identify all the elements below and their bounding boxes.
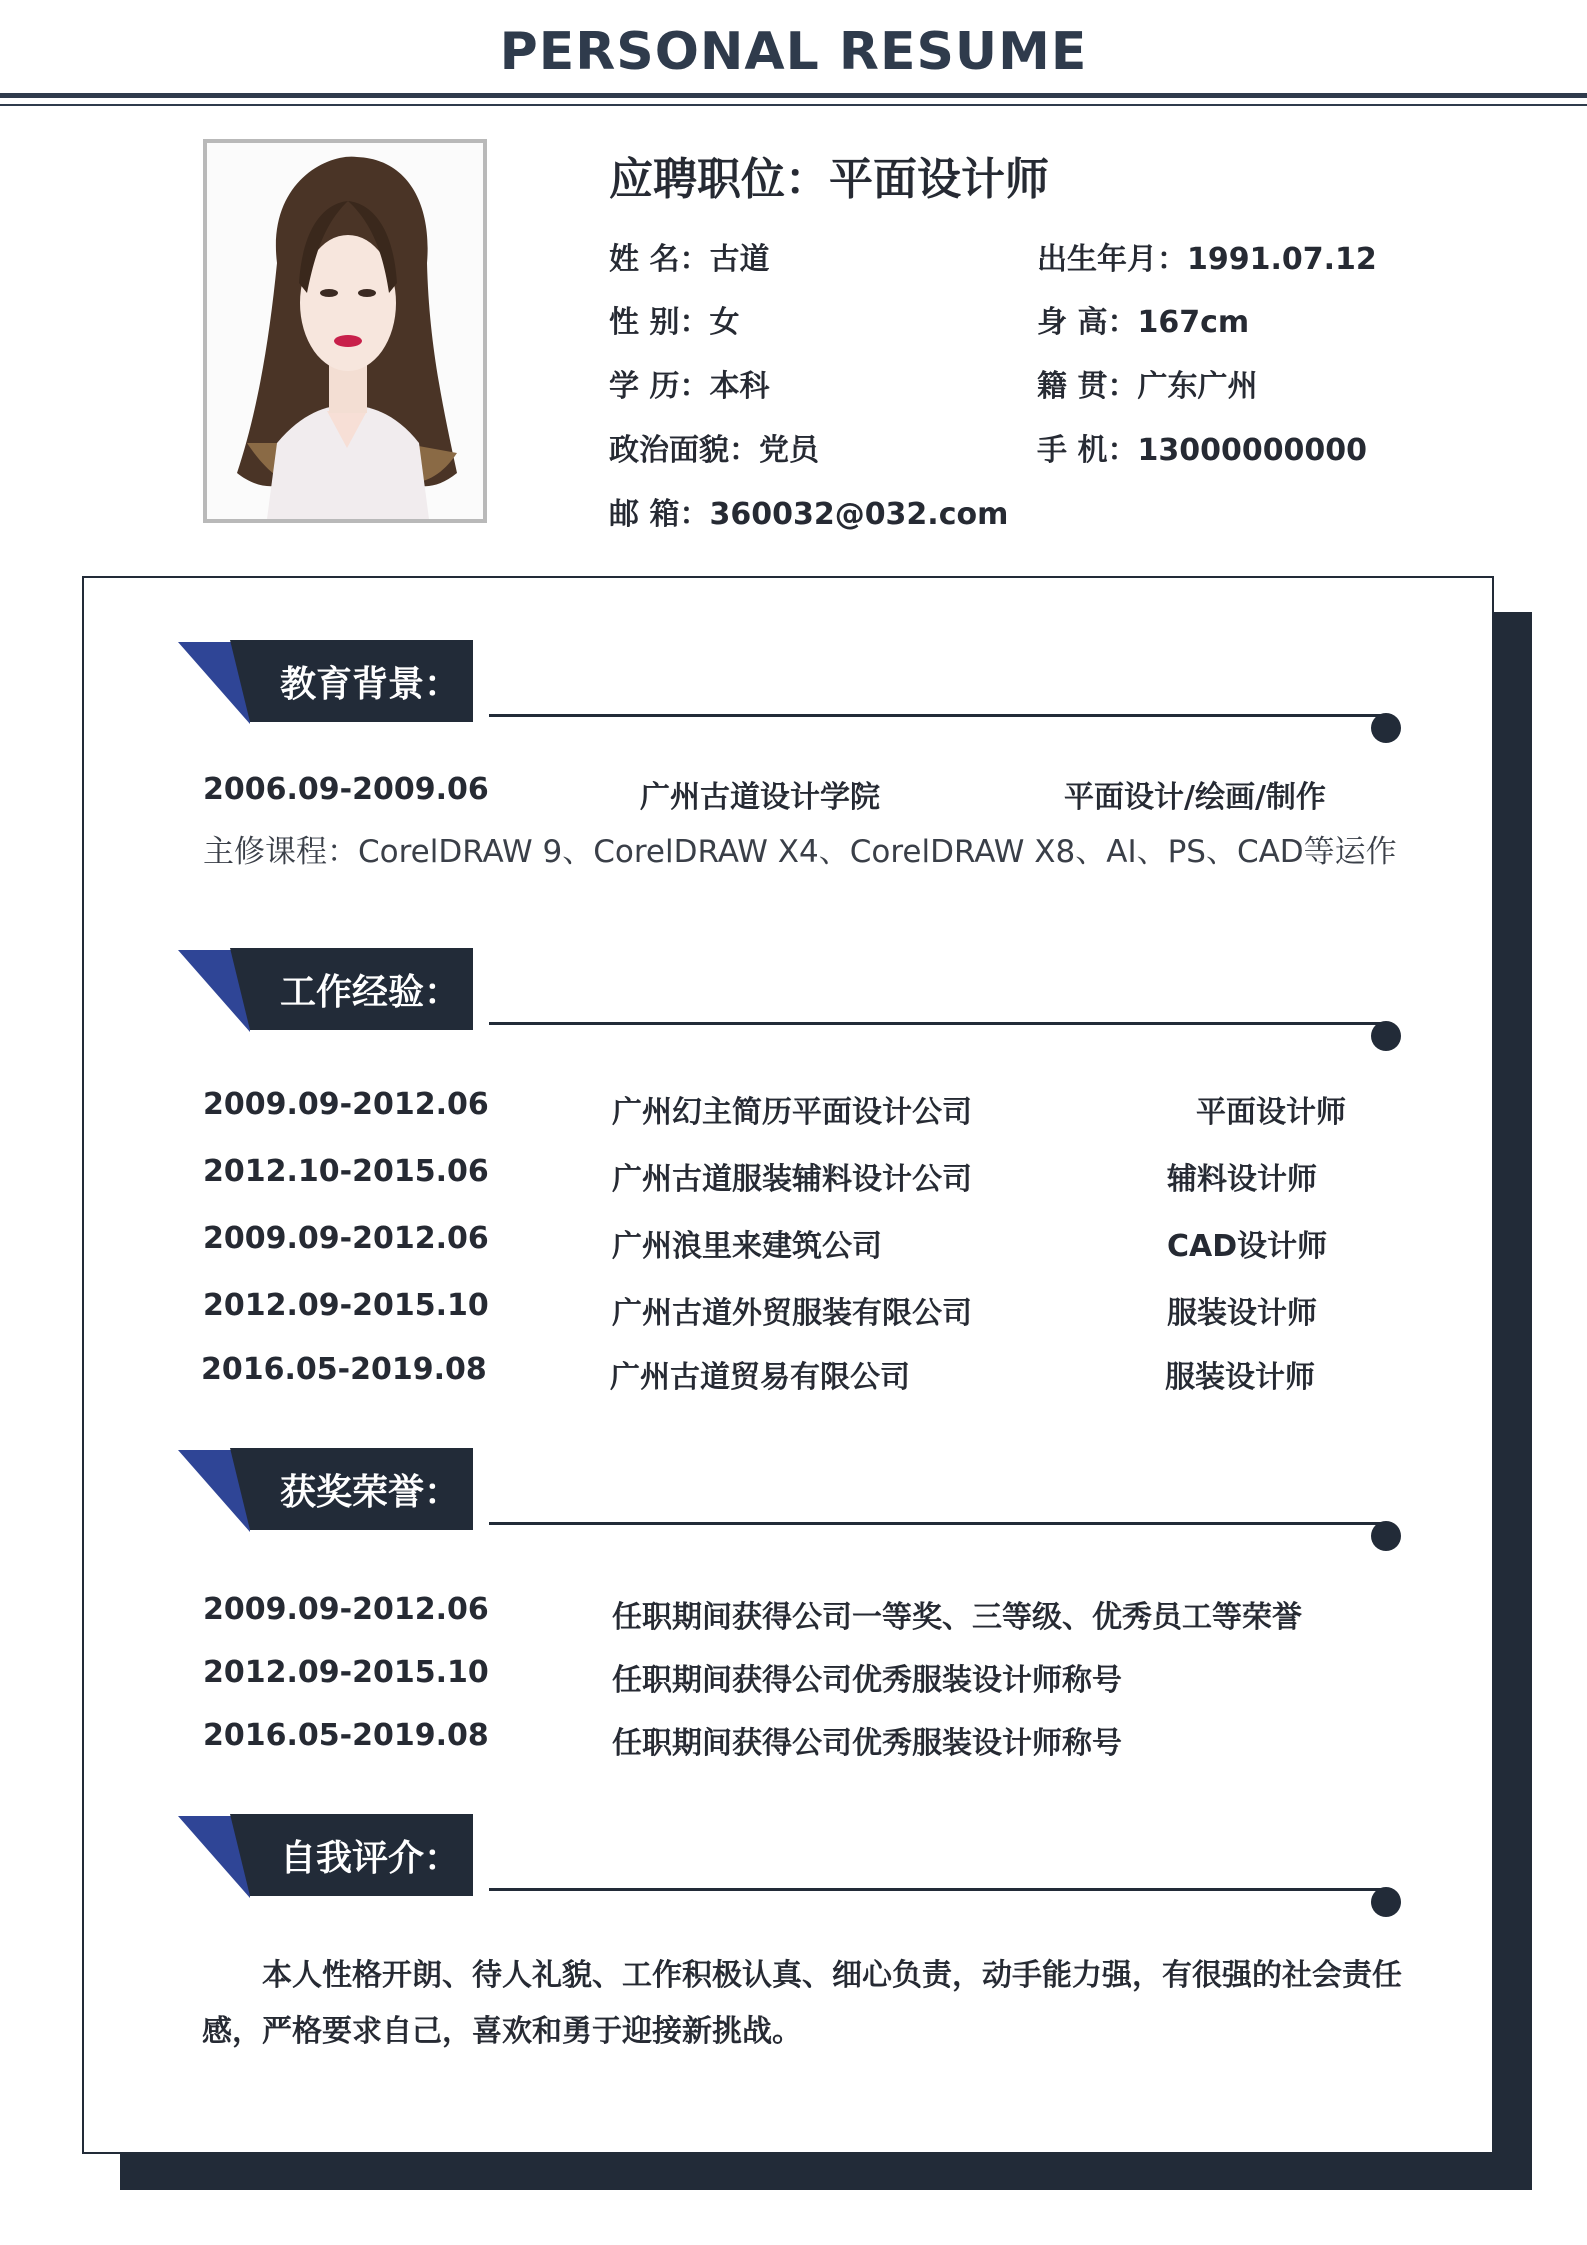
section-header-education: [178, 640, 1403, 740]
education-school: 广州古道设计学院: [640, 780, 880, 815]
work-period: 2009.09-2012.06: [203, 1221, 489, 1256]
work-role: 服装设计师: [1165, 1360, 1315, 1395]
award-period: 2016.05-2019.08: [203, 1718, 489, 1753]
profile-photo: [203, 139, 487, 523]
title-rule-thick: [0, 93, 1587, 98]
section-rule: [489, 1522, 1386, 1525]
phone-field: 手 机：13000000000: [1037, 433, 1368, 468]
self-eval-text: 本人性格开朗、待人礼貌、工作积极认真、细心负责，动手能力强，有很强的社会责任感，严格要求自己，喜欢和勇于迎接新挑战。: [202, 1958, 1402, 2049]
section-rule: [489, 1888, 1386, 1891]
education-period: 2006.09-2009.06: [203, 772, 489, 807]
education-major: 平面设计/绘画/制作: [1064, 780, 1326, 815]
work-role: CAD设计师: [1167, 1229, 1328, 1264]
award-desc: 任职期间获得公司一等奖、三等级、优秀员工等荣誉: [612, 1600, 1302, 1635]
work-role: 平面设计师: [1196, 1095, 1346, 1130]
birth-field: 出生年月：1991.07.12: [1037, 242, 1377, 277]
section-rule: [489, 714, 1386, 717]
section-title-education: 教育背景：: [280, 664, 461, 705]
section-title-work: 工作经验：: [280, 972, 461, 1013]
section-header-work: [178, 948, 1403, 1048]
job-title: 应聘职位：平面设计师: [609, 154, 1049, 205]
title-rule-thin: [0, 104, 1587, 106]
hometown-field: 籍 贯：广东广州: [1037, 369, 1258, 404]
work-period: 2012.09-2015.10: [203, 1288, 489, 1323]
section-rule-dot: [1371, 1887, 1401, 1917]
section-header-self-eval: [178, 1814, 1403, 1914]
politics-field: 政治面貌：党员: [609, 433, 819, 468]
work-period: 2009.09-2012.06: [203, 1087, 489, 1122]
section-rule-dot: [1371, 1521, 1401, 1551]
award-desc: 任职期间获得公司优秀服装设计师称号: [612, 1663, 1122, 1698]
email-field: 邮 箱：360032@032.com: [609, 497, 1009, 532]
section-rule-dot: [1371, 713, 1401, 743]
height-field: 身 高：167cm: [1037, 305, 1250, 340]
work-company: 广州古道贸易有限公司: [610, 1360, 910, 1395]
education-courses: 主修课程：CorelDRAW 9、CorelDRAW X4、CorelDRAW X8、AI、PS、CAD等运作: [203, 834, 1397, 870]
work-period: 2012.10-2015.06: [203, 1154, 489, 1189]
work-company: 广州幻主简历平面设计公司: [612, 1095, 972, 1130]
award-period: 2009.09-2012.06: [203, 1592, 489, 1627]
education-level-field: 学 历：本科: [609, 369, 770, 404]
work-company: 广州古道外贸服装有限公司: [612, 1296, 972, 1331]
work-role: 服装设计师: [1167, 1296, 1317, 1331]
work-company: 广州浪里来建筑公司: [612, 1229, 882, 1264]
section-title-awards: 获奖荣誉：: [280, 1472, 461, 1513]
award-period: 2012.09-2015.10: [203, 1655, 489, 1690]
section-rule-dot: [1371, 1021, 1401, 1051]
work-company: 广州古道服装辅料设计公司: [612, 1162, 972, 1197]
section-title-self-eval: 自我评介：: [280, 1838, 461, 1879]
gender-field: 性 别：女: [609, 305, 740, 340]
resume-title: PERSONAL RESUME: [499, 22, 1088, 82]
section-header-awards: [178, 1448, 1403, 1548]
section-rule: [489, 1022, 1386, 1025]
portrait-illustration: [207, 143, 483, 519]
work-period: 2016.05-2019.08: [201, 1352, 487, 1387]
work-role: 辅料设计师: [1167, 1162, 1317, 1197]
award-desc: 任职期间获得公司优秀服装设计师称号: [612, 1726, 1122, 1761]
name-field: 姓 名：古道: [609, 242, 770, 277]
